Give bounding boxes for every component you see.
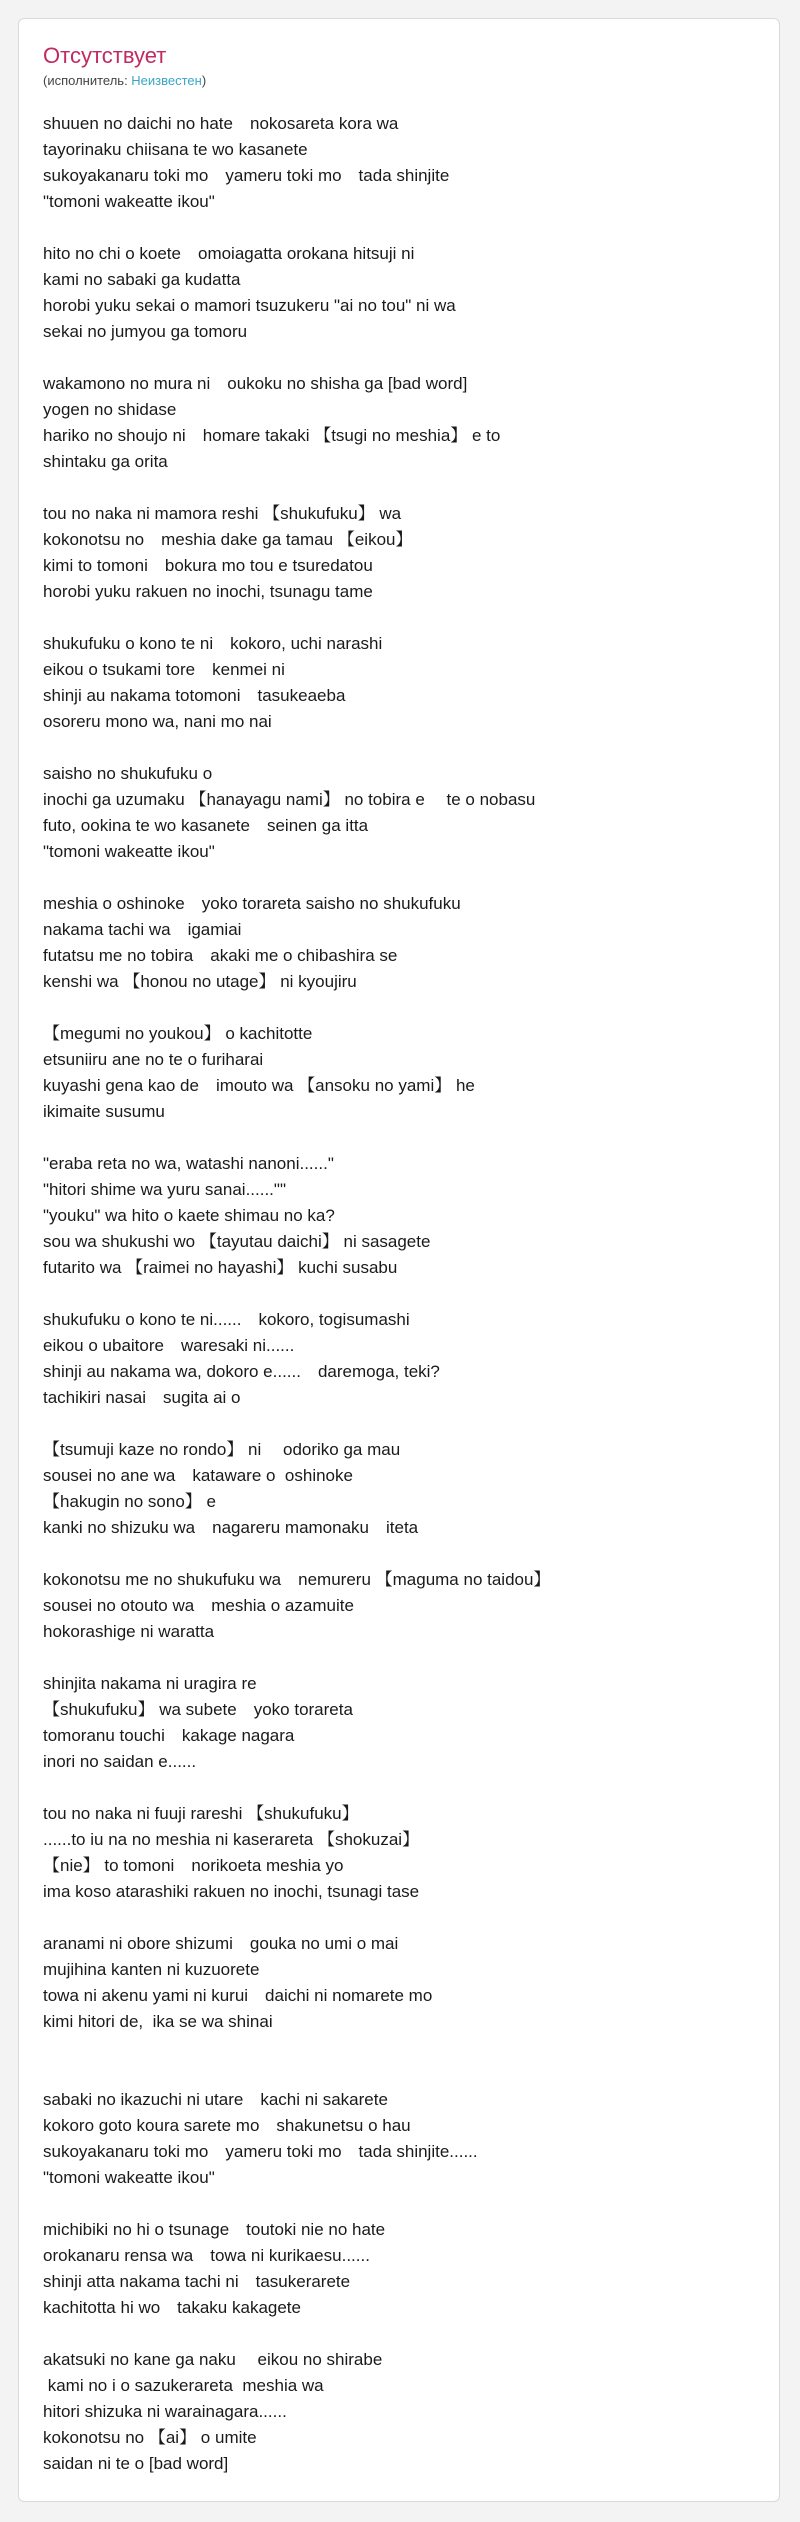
lyric-line: kami no i o sazukerareta meshia wa [43,2376,324,2395]
lyric-line: eikou o ubaitore waresaki ni...... [43,1336,295,1355]
lyric-line: shukufuku o kono te ni...... kokoro, togisumashi [43,1310,410,1329]
lyric-line: shintaku ga orita [43,452,168,471]
lyrics-stanza [43,1801,771,1905]
lyric-line: kuyashi gena kao de imouto wa 【ansoku no yami】 he [43,1076,475,1095]
lyric-line: kimi hitori de, ika se wa shinai [43,2012,273,2031]
lyric-line: kokonotsu no 【ai】 o umite [43,2428,257,2447]
lyric-line: tayorinaku chiisana te wo kasanete [43,140,308,159]
lyric-line: wakamono no mura ni oukoku no shisha ga [bad word] [43,374,468,393]
lyric-line: kokonotsu me no shukufuku wa nemureru 【maguma no taidou】 [43,1570,551,1589]
lyric-line: kachitotta hi wo takaku kakagete [43,2298,301,2317]
lyric-line: sousei no ane wa kataware o oshinoke [43,1466,353,1485]
lyrics-body [43,111,771,2502]
lyric-line: kokonotsu no meshia dake ga tamau 【eikou】 [43,530,413,549]
song-title: Отсутствует [43,43,167,68]
lyric-line: shinji atta nakama tachi ni tasukerarete [43,2272,351,2291]
lyric-line: aranami ni obore shizumi gouka no umi o mai [43,1934,399,1953]
lyric-line: 【nie】 to tomoni norikoeta meshia yo [43,1856,344,1875]
lyric-line: tachikiri nasai sugita ai o [43,1388,241,1407]
lyric-line: osoreru mono wa, nani mo nai [43,712,272,731]
lyric-line: 【hakugin no sono】 e [43,1492,216,1511]
lyric-line: nakama tachi wa igamiai [43,920,242,939]
lyrics-stanza [43,241,771,345]
lyric-line: tomoranu touchi kakage nagara [43,1726,295,1745]
lyrics-stanza [43,111,771,215]
lyrics-stanza [43,631,771,735]
lyric-line: 【tsumuji kaze no rondo】 ni odoriko ga mau [43,1440,401,1459]
lyric-line: kimi to tomoni bokura mo tou e tsuredatou [43,556,373,575]
lyrics-stanza [43,371,771,475]
song-header [19,19,779,89]
artist-prefix: (исполнитель: [43,73,132,88]
lyric-line: 【megumi no youkou】 o kachitotte [43,1024,313,1043]
lyric-line: horobi yuku rakuen no inochi, tsunagu tame [43,582,373,601]
lyrics-stanza [43,2347,771,2477]
lyric-line: orokanaru rensa wa towa ni kurikaesu...... [43,2246,370,2265]
lyric-line: inori no saidan e...... [43,1752,197,1771]
lyric-line: hokorashige ni waratta [43,1622,215,1641]
lyric-line: 【shukufuku】 wa subete yoko toraretа [43,1700,353,1719]
lyric-line: ......to iu na no meshia ni kaserareta 【shokuzai】 [43,1830,420,1849]
lyric-line: sou wa shukushi wo 【tayutau daichi】 ni sasagete [43,1232,431,1251]
lyric-line: meshia o oshinoke yoko torareta saisho no shukufuku [43,894,461,913]
lyric-line: futo, ookina te wo kasanete seinen ga itta [43,816,369,835]
lyrics-card [18,18,780,2502]
lyric-line: saisho no shukufuku o [43,764,213,783]
lyrics-stanza [43,761,771,865]
lyric-line: kami no sabaki ga kudatta [43,270,241,289]
lyric-line: hito no chi o koete omoiagatta orokana hitsuji ni [43,244,415,263]
lyric-line: shinjita nakama ni uragira re [43,1674,257,1693]
lyric-line: sekai no jumyou ga tomoru [43,322,248,341]
lyric-line: kenshi wa 【honou no utage】 ni kyoujiru [43,972,357,991]
lyrics-stanza [43,1931,771,2035]
lyric-line: shuuen no daichi no hate nokosareta kora wa [43,114,399,133]
lyric-line: mujihina kanten ni kuzuorete [43,1960,260,1979]
lyrics-stanza [43,1021,771,1125]
lyric-line: kokoro goto koura sarete mo shakunetsu o hau [43,2116,411,2135]
lyric-line: saidan ni te o [bad word] [43,2454,229,2473]
lyric-line: kanki no shizuku wa nagareru mamonaku iteta [43,1518,419,1537]
lyrics-stanza [43,1437,771,1541]
lyrics-stanza [43,2087,771,2191]
lyric-line: futatsu me no tobira akaki me o chibashira se [43,946,398,965]
artist-line [43,73,779,89]
lyric-line: towa ni akenu yami ni kurui daichi ni nomarete mo [43,1986,433,2005]
lyric-line: ikimaite susumu [43,1102,165,1121]
lyric-line: ima koso atarashiki rakuen no inochi, tsunagi tase [43,1882,420,1901]
lyrics-stanza [43,1151,771,1281]
lyric-line: shinji au nakama totomoni tasukeaeba [43,686,346,705]
lyric-line: hariko no shoujo ni homare takaki 【tsugi no meshia】 e to [43,426,501,445]
lyric-line: "tomoni wakeatte ikou" [43,842,215,861]
lyrics-stanza [43,2217,771,2321]
lyric-line: etsuniiru ane no te o furiharai [43,1050,264,1069]
lyric-line: michibiki no hi o tsunage toutoki nie no hate [43,2220,386,2239]
lyric-line: shinji au nakama wa, dokoro e...... daremoga, teki? [43,1362,440,1381]
lyric-line: sukoyakanaru toki mo yameru toki mo tada shinjite...... [43,2142,478,2161]
lyric-line: yogen no shidase [43,400,177,419]
lyric-line: "youku" wa hito o kaete shimau no ka? [43,1206,335,1225]
lyrics-stanza [43,1567,771,1645]
lyric-line: "eraba reta no wa, watashi nanoni......" [43,1154,334,1173]
lyric-line: inochi ga uzumaku 【hanayagu nami】 no tobira e te o nobasu [43,790,536,809]
lyric-line: sabaki no ikazuchi ni utare kachi ni sakarete [43,2090,388,2109]
lyric-line: shukufuku o kono te ni kokoro, uchi narashi [43,634,383,653]
lyric-line: futarito wa 【raimei no hayashi】 kuchi susabu [43,1258,398,1277]
lyric-line: "tomoni wakeatte ikou" [43,192,215,211]
lyrics-stanza [43,1307,771,1411]
lyric-line: tou no naka ni fuuji rareshi 【shukufuku】 [43,1804,359,1823]
lyric-line: horobi yuku sekai o mamori tsuzukeru "ai no tou" ni wa [43,296,456,315]
lyrics-stanza [43,1671,771,1775]
lyric-line: "tomoni wakeatte ikou" [43,2168,215,2187]
artist-suffix: ) [201,73,207,88]
lyric-line: hitori shizuka ni warainagara...... [43,2402,287,2421]
lyric-line: "hitori shime wa yuru sanai......"" [43,1180,286,1199]
lyric-line: eikou o tsukami tore kenmei ni [43,660,285,679]
lyrics-stanza [43,891,771,995]
lyric-line: akatsuki no kane ga naku eikou no shirabe [43,2350,383,2369]
artist-link[interactable]: Неизвестен [131,73,202,88]
lyric-line: tou no naka ni mamora reshi 【shukufuku】 wa [43,504,402,523]
lyrics-stanza [43,501,771,605]
lyric-line: sukoyakanaru toki mo yameru toki mo tada shinjite [43,166,450,185]
lyric-line: sousei no otouto wa meshia o azamuite [43,1596,354,1615]
